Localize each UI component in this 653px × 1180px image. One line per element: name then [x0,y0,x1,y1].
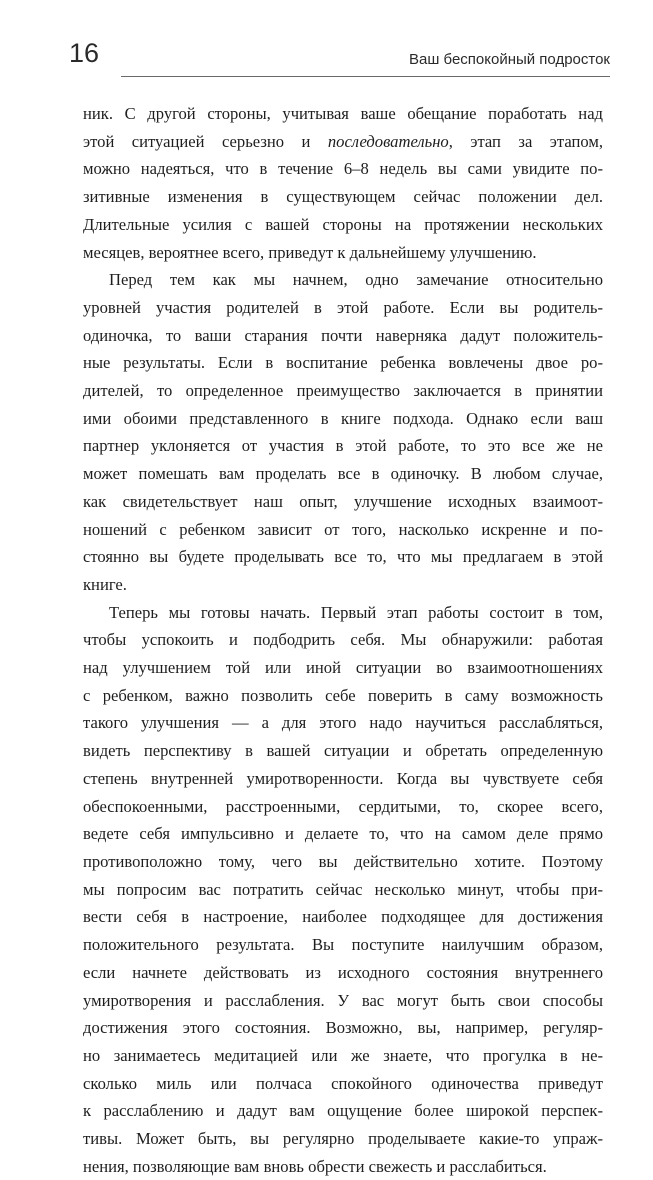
text-segment: книге. [83,574,127,594]
paragraph [83,599,603,1180]
text-segment: ведете себя импульсивно и делаете то, что на самом деле прямо [83,824,603,844]
text-segment: ные результаты. Если в воспитание ребенка вовлечены двое ро- [83,353,603,373]
text-segment: степень внутренней умиротворенности. Когда вы чувствуете себя [83,768,603,788]
text-line [83,266,603,294]
text-segment: одиночка, то ваши старания почти наверняка дадут положитель- [83,325,603,345]
text-line [83,931,603,959]
text-line [83,128,603,156]
text-line [83,737,603,765]
text-segment: к расслаблению и дадут вам ощущение более широкой перспек- [83,1101,603,1121]
text-segment: вести себя в настроение, наиболее подходящее для достижения [83,907,603,927]
text-segment: ник. С другой стороны, учитывая ваше обещание поработать над [83,104,603,123]
text-line [83,1070,603,1098]
body-text [83,100,603,1180]
text-line [83,793,603,821]
emphasis-text: последовательно [327,131,449,151]
text-line [83,211,603,239]
text-segment: если начнете действовать из исходного состояния внутреннего [83,962,603,982]
paragraph [83,266,603,598]
text-line [83,377,603,405]
text-segment: положительного результата. Вы поступите наилучшим образом, [83,935,603,955]
text-line [83,654,603,682]
text-segment: Теперь мы готовы начать. Первый этап работы состоит в том, [109,602,603,622]
text-line [83,1014,603,1042]
header-rule [121,76,610,77]
text-segment: зитивные изменения в существующем сейчас положении дел. [83,187,603,207]
text-line [83,876,603,904]
text-segment: , этап за этапом, [448,131,603,151]
text-segment: месяцев, вероятнее всего, приведут к дальнейшему улучшению. [83,242,537,262]
text-line [83,322,603,350]
text-segment: Длительные усилия с вашей стороны на протяжении нескольких [83,214,603,234]
text-line [83,543,603,571]
text-line [83,349,603,377]
text-segment: ими обоими представленного в книге подхода. Однако если ваш [83,408,603,428]
text-line [83,1097,603,1125]
text-segment: умиротворения и расслабления. У вас могут быть свои способы [83,990,603,1010]
text-line [83,682,603,710]
page-number: 16 [69,38,100,68]
text-segment: может помешать вам проделать все в одиночку. В любом случае, [83,464,603,484]
text-segment: чтобы успокоить и подбодрить себя. Мы обнаружили: работая [83,630,603,650]
text-line [83,155,603,183]
text-line [83,903,603,931]
paragraph [83,100,603,266]
text-line [83,239,603,267]
text-line [83,959,603,987]
text-line [83,820,603,848]
text-segment: достижения этого состояния. Возможно, вы, например, регуляр- [83,1018,603,1038]
text-segment: нения, позволяющие вам вновь обрести свежесть и расслабиться. [83,1156,547,1176]
text-line [83,516,603,544]
text-line [83,626,603,654]
text-line [83,405,603,433]
text-segment: ношений с ребенком зависит от того, насколько искренне и по- [83,519,603,539]
text-segment: сколько миль или полчаса спокойного одиночества приведут [83,1073,603,1093]
text-segment: противоположно тому, чего вы действительно хотите. Поэтому [83,851,603,871]
text-segment: как свидетельствует наш опыт, улучшение исходных взаимоот- [83,491,603,511]
text-segment: но занимаетесь медитацией или же знаете, что прогулка в не- [83,1045,603,1065]
text-segment: дителей, то определенное преимущество заключается в принятии [83,381,603,401]
text-segment: мы попросим вас потратить сейчас несколько минут, чтобы при- [83,879,603,899]
text-segment: Перед тем как мы начнем, одно замечание относительно [109,270,603,290]
text-segment: партнер уклоняется от участия в этой работе, то это все же не [83,436,603,456]
running-title: Ваш беспокойный подросток [408,51,610,68]
text-line [83,460,603,488]
text-line [83,100,603,128]
text-segment: такого улучшения — а для этого надо научиться расслабляться, [83,713,603,733]
text-segment: этой ситуацией серьезно и [83,131,328,151]
text-line [83,183,603,211]
text-line [83,848,603,876]
text-line [83,709,603,737]
text-segment: тивы. Может быть, вы регулярно проделываете какие-то упраж- [83,1129,603,1149]
text-line [83,1042,603,1070]
text-line [83,571,603,599]
text-line [83,1125,603,1153]
text-line [83,599,603,627]
text-segment: уровней участия родителей в этой работе. Если вы родитель- [83,297,603,317]
text-segment: можно надеяться, что в течение 6–8 недель вы сами увидите по- [83,159,603,179]
text-line [83,765,603,793]
text-line [83,432,603,460]
text-segment: с ребенком, важно позволить себе поверить в саму возможность [83,685,603,705]
text-segment: видеть перспективу в вашей ситуации и обретать определенную [83,741,603,761]
text-segment: стоянно вы будете проделывать все то, что мы предлагаем в этой [83,547,603,567]
text-line [83,1153,603,1180]
text-line [83,294,603,322]
text-line [83,488,603,516]
text-segment: над улучшением той или иной ситуации во взаимоотношениях [83,658,603,678]
text-segment: обеспокоенными, расстроенными, сердитыми, то, скорее всего, [83,796,603,816]
text-line [83,987,603,1015]
